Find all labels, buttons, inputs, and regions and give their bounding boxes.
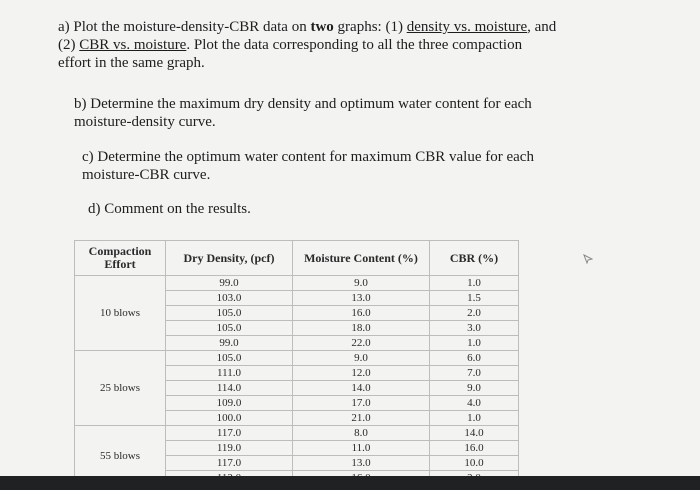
dry-density-cell: 100.0 xyxy=(166,411,293,426)
dry-density-cell: 111.0 xyxy=(166,366,293,381)
compaction-data-table xyxy=(74,240,519,486)
question-a-underline-2: CBR vs. moisture xyxy=(79,37,187,53)
cbr-cell: 7.0 xyxy=(430,366,519,381)
moisture-content-cell: 16.0 xyxy=(293,306,430,321)
dry-density-cell: 105.0 xyxy=(166,321,293,336)
moisture-content-cell: 13.0 xyxy=(293,456,430,471)
question-a-bold: two xyxy=(310,19,334,35)
dry-density-cell: 109.0 xyxy=(166,396,293,411)
question-d: d) Comment on the results. xyxy=(88,201,251,217)
question-c: c) Determine the optimum water content for maximum CBR value for each moisture-CBR curve. xyxy=(82,149,534,183)
cbr-cell: 1.0 xyxy=(430,411,519,426)
header-cbr: CBR (%) xyxy=(430,241,519,276)
cbr-cell: 10.0 xyxy=(430,456,519,471)
question-b: b) Determine the maximum dry density and optimum water content for each moisture-density curve. xyxy=(74,96,532,130)
question-a-underline-1: density vs. moisture xyxy=(406,19,528,35)
moisture-content-cell: 13.0 xyxy=(293,291,430,306)
dry-density-cell: 105.0 xyxy=(166,306,293,321)
header-dry-density: Dry Density, (pcf) xyxy=(166,241,293,276)
moisture-content-cell: 21.0 xyxy=(293,411,430,426)
mouse-pointer-icon xyxy=(583,254,593,264)
header-compaction-effort: Compaction Effort xyxy=(75,241,166,276)
cbr-cell: 2.0 xyxy=(430,306,519,321)
moisture-content-cell: 8.0 xyxy=(293,426,430,441)
moisture-content-cell: 12.0 xyxy=(293,366,430,381)
header-moisture-content: Moisture Content (%) xyxy=(293,241,430,276)
question-a-text-1: a) Plot the moisture-density-CBR data on xyxy=(58,19,311,35)
question-a xyxy=(58,18,558,72)
moisture-content-cell: 18.0 xyxy=(293,321,430,336)
cbr-cell: 3.0 xyxy=(430,321,519,336)
cbr-cell: 16.0 xyxy=(430,441,519,456)
cbr-cell: 4.0 xyxy=(430,396,519,411)
moisture-content-cell: 17.0 xyxy=(293,396,430,411)
dry-density-cell: 117.0 xyxy=(166,456,293,471)
cbr-cell: 14.0 xyxy=(430,426,519,441)
question-a-text-2: graphs: (1) xyxy=(333,19,407,35)
cbr-cell: 1.0 xyxy=(430,336,519,351)
table-row xyxy=(75,276,519,291)
cbr-cell: 1.0 xyxy=(430,276,519,291)
background-strip xyxy=(0,476,700,490)
dry-density-cell: 105.0 xyxy=(166,351,293,366)
cbr-cell: 1.5 xyxy=(430,291,519,306)
cbr-cell: 9.0 xyxy=(430,381,519,396)
table-body xyxy=(75,276,519,486)
compaction-effort-cell: 25 blows xyxy=(75,351,166,426)
question-a-text-4: . Plot the data corresponding to all the three compaction effort in the same graph. xyxy=(58,37,523,71)
table-row xyxy=(75,351,519,366)
table-row xyxy=(75,426,519,441)
moisture-content-cell: 9.0 xyxy=(293,276,430,291)
dry-density-cell: 117.0 xyxy=(166,426,293,441)
table-header-row xyxy=(75,241,519,276)
dry-density-cell: 99.0 xyxy=(166,276,293,291)
dry-density-cell: 114.0 xyxy=(166,381,293,396)
compaction-effort-cell: 55 blows xyxy=(75,426,166,486)
moisture-content-cell: 11.0 xyxy=(293,441,430,456)
dry-density-cell: 99.0 xyxy=(166,336,293,351)
dry-density-cell: 119.0 xyxy=(166,441,293,456)
moisture-content-cell: 9.0 xyxy=(293,351,430,366)
moisture-content-cell: 14.0 xyxy=(293,381,430,396)
moisture-content-cell: 22.0 xyxy=(293,336,430,351)
compaction-effort-cell: 10 blows xyxy=(75,276,166,351)
dry-density-cell: 103.0 xyxy=(166,291,293,306)
cbr-cell: 6.0 xyxy=(430,351,519,366)
question-a-text-3: , and (2) xyxy=(58,19,557,53)
